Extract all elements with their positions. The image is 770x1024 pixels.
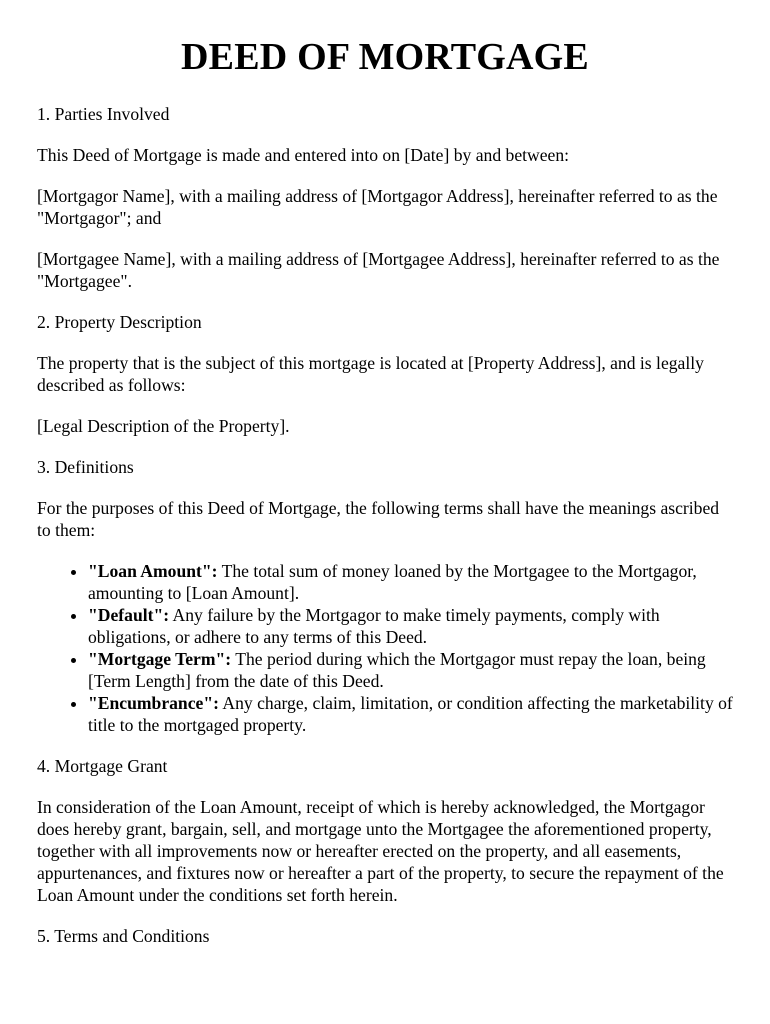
definitions-list [37,560,735,736]
definition-item-default [88,604,735,648]
definition-text: The total sum of money loaned by the Mortgagee to the Mortgagor, amounting to [Loan Amount]. [88,561,697,603]
definitions-intro: For the purposes of this Deed of Mortgage, the following terms shall have the meanings ascribed to them: [37,498,720,540]
definition-term: "Encumbrance": [88,693,219,713]
mortgagee-paragraph: [Mortgagee Name], with a mailing address of [Mortgagee Address], hereinafter referred to as the "Mortgagee". [37,249,720,291]
definition-text: The period during which the Mortgagor must repay the loan, being [Term Length] from the date of this Deed. [88,649,706,691]
document-title: DEED OF MORTGAGE [181,36,589,78]
section-heading-definitions: 3. Definitions [37,457,134,477]
property-legal-description: [Legal Description of the Property]. [37,416,290,436]
property-intro: The property that is the subject of this mortgage is located at [Property Address], and is legally described as follows: [37,353,704,395]
definition-term: "Mortgage Term": [88,649,232,669]
section-heading-property: 2. Property Description [37,312,202,332]
section-heading-terms: 5. Terms and Conditions [37,926,210,946]
definition-text: Any failure by the Mortgagor to make timely payments, comply with obligations, or adhere to any terms of this Deed. [88,605,660,647]
section-heading-parties: 1. Parties Involved [37,104,170,124]
definition-term: "Default": [88,605,170,625]
definition-text: Any charge, claim, limitation, or condition affecting the marketability of title to the mortgaged property. [88,693,733,735]
grant-paragraph: In consideration of the Loan Amount, receipt of which is hereby acknowledged, the Mortgagor does hereby grant, bargain, sell, and mortgage unto the Mortgagee the aforementioned property, together with all improvements now or hereafter erected on the property, and all easements, appurtenances, and fixtures now or hereafter a part of the property, to secure the repayment of the Loan Amount under the conditions set forth herein. [37,797,724,905]
definition-term: "Loan Amount": [88,561,218,581]
parties-intro: This Deed of Mortgage is made and entered into on [Date] by and between: [37,145,570,165]
definition-item-loan-amount [88,560,735,604]
definition-item-mortgage-term [88,648,735,692]
mortgagor-paragraph: [Mortgagor Name], with a mailing address of [Mortgagor Address], hereinafter referred to as the "Mortgagor"; and [37,186,718,228]
document-body [37,103,735,966]
definition-item-encumbrance [88,692,735,736]
section-heading-grant: 4. Mortgage Grant [37,756,168,776]
